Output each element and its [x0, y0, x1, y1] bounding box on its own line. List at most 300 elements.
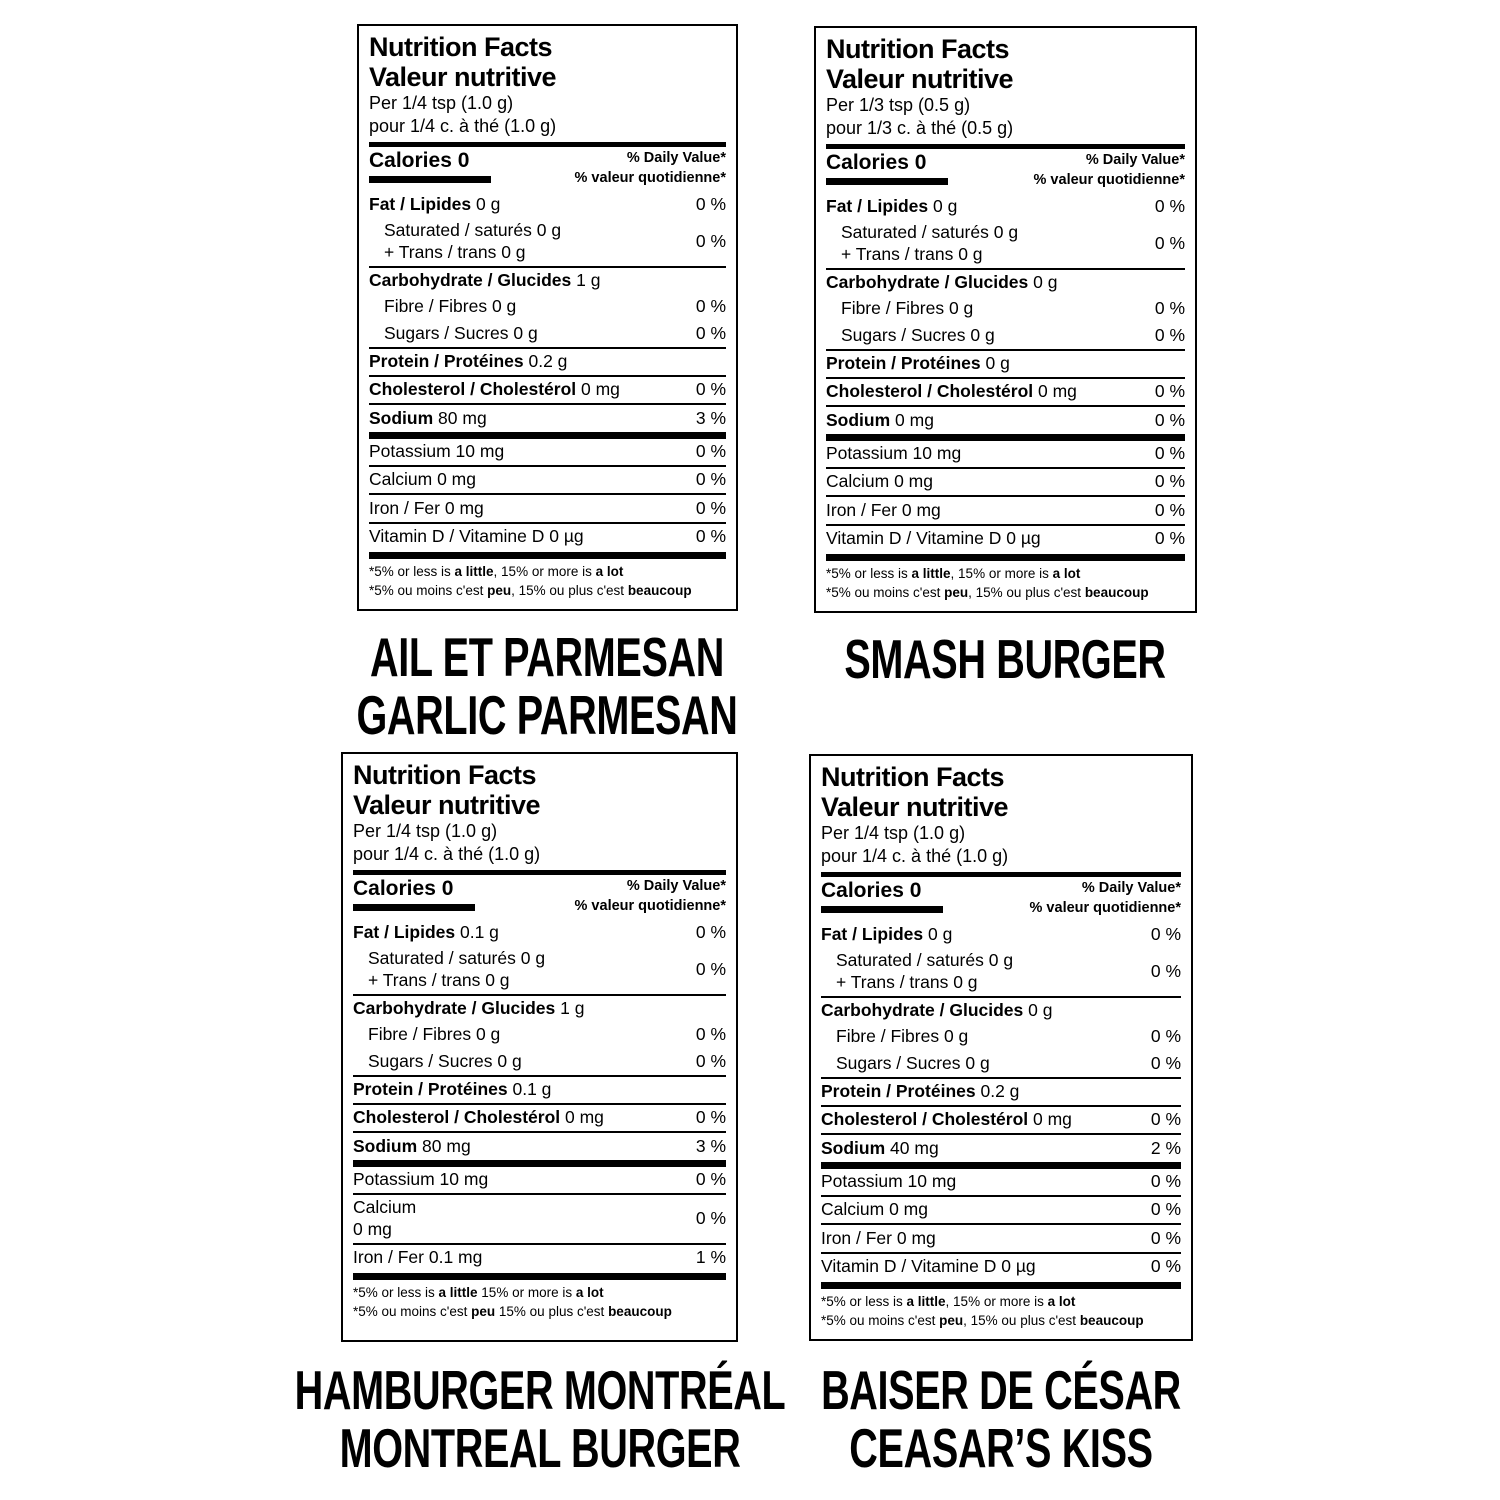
nutrient-row	[369, 266, 726, 294]
nutrient-row	[821, 1223, 1181, 1251]
header-divider-bar	[369, 142, 726, 147]
nutrient-name	[369, 220, 688, 263]
nutrient-name-text: Potassium 10 mg	[821, 1171, 957, 1192]
nutrient-name-bold: Cholesterol / Cholestérol	[369, 379, 577, 400]
daily-value-header-fr: % valeur quotidienne*	[1029, 899, 1181, 916]
footnote-divider-bar	[353, 1273, 726, 1280]
footnote-segment: a lot	[595, 563, 624, 579]
percent-daily-value: 0 %	[695, 497, 726, 518]
percent-daily-value: 0 %	[695, 959, 726, 980]
nutrient-name-text: Vitamin D / Vitamine D 0 µg	[826, 528, 1041, 549]
nutrient-name-bold: Fat / Lipides	[826, 196, 929, 216]
footnote-segment: , 15% ou plus c'est	[963, 1312, 1080, 1328]
percent-daily-value: 0 %	[1154, 409, 1185, 430]
nutrient-amount: 0 mg	[1028, 1109, 1072, 1130]
nutrient-amount: 1 g	[571, 270, 601, 291]
nutrient-name-text: Potassium 10 mg	[369, 441, 505, 462]
nutrient-name	[821, 1228, 1143, 1249]
percent-daily-value: 0 %	[695, 379, 726, 400]
daily-value-header-fr: % valeur quotidienne*	[1033, 171, 1185, 188]
daily-value-header-en: % Daily Value*	[626, 150, 726, 167]
nutrient-name-text: Calcium 0 mg	[826, 471, 933, 492]
footnotes	[821, 1293, 1181, 1331]
footnote-line	[353, 1284, 726, 1303]
footnote-segment: , 15% or more is	[493, 563, 596, 579]
nutrient-name	[821, 1171, 1143, 1192]
nutrient-row	[369, 375, 726, 403]
nf-title-fr: Valeur nutritive	[821, 791, 1009, 822]
nutrient-row	[821, 1252, 1181, 1280]
nutrient-name	[369, 323, 688, 344]
nf-title-en: Nutrition Facts	[369, 32, 553, 62]
nutrient-row	[826, 377, 1185, 405]
product-title-line: GARLIC PARMESAN	[356, 683, 738, 746]
nutrient-amount: 0 mg	[1033, 381, 1077, 402]
product-title-line: CEASAR’S KISS	[849, 1416, 1153, 1479]
nutrition-label-montreal-burger	[341, 752, 738, 1342]
nutrient-row	[826, 194, 1185, 220]
nutrient-row	[821, 1162, 1181, 1195]
percent-daily-value: 0 %	[695, 1107, 726, 1128]
nutrient-name-bold: Sodium	[821, 1137, 886, 1158]
footnote-segment: *5% ou moins c'est	[369, 582, 488, 598]
calories-header	[826, 151, 1185, 190]
percent-daily-value: 0 %	[695, 526, 726, 547]
nutrient-row	[353, 994, 726, 1022]
nutrient-amount: 0 g	[1028, 272, 1058, 293]
footnote-segment: beaucoup	[627, 582, 692, 598]
nutrient-row	[821, 996, 1181, 1024]
nutrient-row	[353, 1193, 726, 1243]
percent-daily-value: 0 %	[695, 1169, 726, 1190]
nutrient-row	[826, 322, 1185, 348]
footnote-line	[821, 1293, 1181, 1312]
percent-daily-value: 0 %	[1150, 1052, 1181, 1073]
product-title-line: BAISER DE CÉSAR	[821, 1359, 1181, 1421]
nutrient-name-text: Fibre / Fibres 0 g	[841, 298, 974, 319]
percent-daily-value: 0 %	[1150, 1026, 1181, 1047]
footnote-segment: , 15% ou plus c'est	[511, 582, 628, 598]
nutrient-name-line: Saturated / saturés 0 g	[836, 950, 1014, 971]
daily-value-header-fr: % valeur quotidienne*	[574, 897, 726, 914]
nf-title-fr: Valeur nutritive	[826, 63, 1014, 94]
nutrient-name-bold: Fat / Lipides	[369, 194, 472, 214]
nutrient-name-text: Sugars / Sucres 0 g	[841, 324, 995, 345]
serving-size-en: Per 1/4 tsp (1.0 g)	[353, 821, 498, 842]
nutrient-name	[821, 1081, 1181, 1102]
nutrient-name	[826, 298, 1147, 319]
nutrient-amount: 0 mg	[890, 409, 934, 430]
nutrient-name	[369, 469, 688, 490]
footnote-segment: *5% or less is	[826, 565, 912, 581]
nutrient-row	[353, 1243, 726, 1271]
nutrient-name	[821, 924, 1143, 945]
footnote-segment: *5% or less is	[821, 1293, 907, 1309]
nutrient-name-text: Fibre / Fibres 0 g	[384, 296, 517, 317]
serving-size-fr: pour 1/4 c. à thé (1.0 g)	[821, 845, 1009, 866]
nutrient-name	[821, 1109, 1143, 1130]
percent-daily-value: 3 %	[695, 1135, 726, 1156]
nutrient-name-text: Fibre / Fibres 0 g	[836, 1026, 969, 1047]
nutrient-amount: 0.2 g	[523, 351, 568, 372]
nutrient-name-bold: Cholesterol / Cholestérol	[821, 1109, 1029, 1130]
footnote-segment: *5% or less is	[369, 563, 455, 579]
nutrient-name-bold: Fat / Lipides	[353, 922, 456, 942]
nutrient-name	[826, 443, 1147, 464]
nutrient-name	[369, 296, 688, 317]
nutrient-name-text: Sugars / Sucres 0 g	[384, 322, 538, 343]
footnote-segment: peu	[487, 582, 512, 598]
product-title-smash-burger	[782, 628, 1228, 690]
product-title-text	[356, 626, 738, 746]
nutrient-name-line: + Trans / trans 0 g	[384, 241, 526, 262]
calories-underline-bar	[826, 178, 948, 185]
nutrient-row	[826, 296, 1185, 322]
percent-daily-value: 0 %	[1150, 1109, 1181, 1130]
daily-value-header-en: % Daily Value*	[626, 878, 726, 895]
nutrient-name-text: Sugars / Sucres 0 g	[368, 1050, 522, 1071]
nutrient-rows	[353, 920, 726, 1271]
footnote-segment: a little	[906, 1293, 946, 1309]
daily-value-header-en: % Daily Value*	[1081, 880, 1181, 897]
footnote-line	[826, 565, 1185, 584]
calories-block	[353, 877, 475, 911]
daily-value-header-fr: % valeur quotidienne*	[574, 169, 726, 186]
percent-daily-value: 0 %	[695, 1208, 726, 1229]
calories-underline-bar	[353, 904, 475, 911]
nutrient-row	[826, 495, 1185, 523]
nutrient-row	[353, 1048, 726, 1074]
footnote-segment: 15% ou plus c'est	[495, 1303, 609, 1319]
calories-header	[369, 149, 726, 188]
footnote-segment: peu	[944, 584, 969, 600]
product-title-line: HAMBURGER MONTRÉAL	[294, 1359, 786, 1421]
nutrition-label-garlic-parmesan	[357, 24, 738, 611]
percent-daily-value: 0 %	[1154, 471, 1185, 492]
footnote-line	[369, 582, 726, 601]
percent-daily-value: 0 %	[1154, 443, 1185, 464]
nf-title-en: Nutrition Facts	[826, 34, 1010, 64]
calories-block	[821, 879, 943, 913]
nutrient-row	[369, 347, 726, 375]
nutrient-name	[369, 526, 688, 547]
percent-daily-value: 0 %	[695, 194, 726, 214]
nutrient-name-bold: Carbohydrate / Glucides	[821, 1000, 1024, 1021]
serving-size-fr: pour 1/4 c. à thé (1.0 g)	[369, 115, 557, 136]
nutrition-label-ceasars-kiss	[809, 754, 1193, 1341]
calories-block	[826, 151, 948, 185]
percent-daily-value: 0 %	[695, 469, 726, 490]
nutrient-name	[826, 353, 1185, 374]
footnote-line	[353, 1303, 726, 1322]
product-title-line: AIL ET PARMESAN	[370, 626, 724, 688]
nutrient-name	[353, 1107, 688, 1128]
nutrient-rows	[369, 192, 726, 550]
nutrient-row	[369, 465, 726, 493]
calories-underline-bar	[821, 906, 943, 913]
percent-daily-value: 0 %	[1154, 528, 1185, 549]
nutrient-name	[353, 948, 688, 991]
nutrient-row	[353, 1131, 726, 1159]
calories-header	[353, 877, 726, 916]
percent-daily-value: 0 %	[695, 922, 726, 942]
nutrient-name-bold: Sodium	[353, 1135, 418, 1156]
nutrient-name	[353, 1197, 688, 1240]
footnote-segment: *5% ou moins c'est	[353, 1303, 472, 1319]
nutrient-name	[826, 381, 1147, 402]
nutrient-name	[826, 471, 1147, 492]
nutrient-name	[826, 222, 1147, 265]
nutrient-row	[821, 1133, 1181, 1161]
percent-daily-value: 0 %	[695, 1024, 726, 1045]
percent-daily-value: 0 %	[1154, 298, 1185, 319]
nutrient-name	[369, 270, 726, 291]
nutrient-name-bold: Protein / Protéines	[353, 1079, 508, 1100]
percent-daily-value: 0 %	[1150, 924, 1181, 944]
nutrient-name-text: Potassium 10 mg	[826, 443, 962, 464]
nutrient-name-text: Fibre / Fibres 0 g	[368, 1024, 501, 1045]
header-divider-bar	[826, 144, 1185, 149]
serving-size-en: Per 1/4 tsp (1.0 g)	[369, 93, 514, 114]
calories-block	[369, 149, 491, 183]
footnote-segment: a little	[454, 563, 494, 579]
nutrient-row	[821, 1195, 1181, 1223]
nutrient-name-bold: Cholesterol / Cholestérol	[826, 381, 1034, 402]
header-divider-bar	[353, 870, 726, 875]
calories-value: Calories 0	[826, 151, 927, 175]
nutrient-row	[821, 1077, 1181, 1105]
nutrient-name-bold: Carbohydrate / Glucides	[369, 270, 572, 291]
nutrient-name-text: Iron / Fer 0 mg	[369, 497, 484, 518]
nutrient-name	[826, 196, 1147, 217]
nutrient-name	[821, 1000, 1181, 1021]
nutrient-rows	[826, 194, 1185, 552]
footnote-segment: 15% or more is	[477, 1284, 576, 1300]
footnote-segment: , 15% ou plus c'est	[968, 584, 1085, 600]
nutrient-row	[369, 294, 726, 320]
nutrient-row	[821, 948, 1181, 996]
nutrient-name	[826, 410, 1147, 431]
nutrient-name-line: + Trans / trans 0 g	[368, 969, 510, 990]
nutrient-name	[821, 950, 1143, 993]
nutrient-row	[369, 218, 726, 266]
footnote-segment: a lot	[1047, 1293, 1076, 1309]
nutrient-name	[353, 922, 688, 943]
nutrient-rows	[821, 922, 1181, 1280]
footnote-segment: a lot	[1052, 565, 1081, 581]
nutrient-row	[826, 220, 1185, 268]
nutrient-name-line: Calcium	[353, 1197, 417, 1218]
nutrient-row	[826, 268, 1185, 296]
nutrient-amount: 80 mg	[433, 407, 487, 428]
nutrient-row	[353, 1103, 726, 1131]
nutrient-amount: 0 g	[928, 196, 958, 216]
percent-daily-value: 0 %	[1154, 196, 1185, 216]
footnote-segment: , 15% or more is	[950, 565, 1053, 581]
nutrient-amount: 0.1 g	[507, 1079, 552, 1100]
serving-size-fr: pour 1/4 c. à thé (1.0 g)	[353, 843, 541, 864]
product-title-text	[821, 1359, 1181, 1479]
percent-daily-value: 0 %	[1150, 1199, 1181, 1220]
nutrient-row	[369, 403, 726, 431]
footnote-segment: *5% ou moins c'est	[821, 1312, 940, 1328]
nutrient-amount: 0 g	[471, 194, 501, 214]
nutrient-row	[821, 922, 1181, 948]
percent-daily-value: 0 %	[695, 231, 726, 252]
footnote-segment: a lot	[575, 1284, 604, 1300]
nutrient-amount: 0 mg	[560, 1107, 604, 1128]
footnotes	[369, 563, 726, 601]
nutrient-name	[821, 1199, 1143, 1220]
footnote-divider-bar	[369, 552, 726, 559]
nutrient-name-bold: Protein / Protéines	[369, 351, 524, 372]
nutrient-name-line: Saturated / saturés 0 g	[384, 220, 562, 241]
nutrient-name-bold: Cholesterol / Cholestérol	[353, 1107, 561, 1128]
header-divider-bar	[821, 872, 1181, 877]
nutrient-name-text: Calcium 0 mg	[821, 1199, 928, 1220]
nutrient-name	[369, 441, 688, 462]
nutrient-name-bold: Carbohydrate / Glucides	[826, 272, 1029, 293]
nutrient-name-text: Vitamin D / Vitamine D 0 µg	[821, 1256, 1036, 1277]
nutrient-row	[369, 493, 726, 521]
footnote-line	[826, 584, 1185, 603]
product-title-text	[294, 1359, 786, 1479]
percent-daily-value: 3 %	[695, 407, 726, 428]
percent-daily-value: 0 %	[1150, 1256, 1181, 1277]
nutrient-name-bold: Carbohydrate / Glucides	[353, 998, 556, 1019]
percent-daily-value: 0 %	[695, 441, 726, 462]
percent-daily-value: 0 %	[695, 322, 726, 343]
product-title-line: MONTREAL BURGER	[339, 1416, 741, 1479]
serving-size-en: Per 1/3 tsp (0.5 g)	[826, 95, 971, 116]
nutrient-row	[821, 1050, 1181, 1076]
footnotes	[353, 1284, 726, 1322]
nutrient-name-text: Calcium 0 mg	[369, 469, 476, 490]
percent-daily-value: 0 %	[695, 1050, 726, 1071]
product-title-line: SMASH BURGER	[844, 628, 1166, 690]
nutrient-name-text: Potassium 10 mg	[353, 1169, 489, 1190]
nutrient-name-line: Saturated / saturés 0 g	[841, 222, 1019, 243]
percent-daily-value: 2 %	[1150, 1137, 1181, 1158]
nutrient-name	[369, 498, 688, 519]
footnote-segment: a little	[438, 1284, 478, 1300]
percent-daily-value: 0 %	[1154, 324, 1185, 345]
percent-daily-value: 0 %	[1150, 961, 1181, 982]
nutrient-row	[369, 432, 726, 465]
nutrient-name-bold: Protein / Protéines	[821, 1081, 976, 1102]
nutrient-row	[353, 1022, 726, 1048]
calories-value: Calories 0	[353, 877, 454, 901]
nutrient-name-bold: Protein / Protéines	[826, 353, 981, 374]
serving-size-en: Per 1/4 tsp (1.0 g)	[821, 823, 966, 844]
nutrient-name-bold: Sodium	[826, 409, 891, 430]
footnote-segment: , 15% or more is	[945, 1293, 1048, 1309]
nutrient-name	[821, 1026, 1143, 1047]
nutrient-name-bold: Sodium	[369, 407, 434, 428]
nutrient-name	[826, 500, 1147, 521]
footnote-segment: *5% ou moins c'est	[826, 584, 945, 600]
footnote-line	[369, 563, 726, 582]
daily-value-header-en: % Daily Value*	[1085, 152, 1185, 169]
footnote-segment: beaucoup	[1084, 584, 1149, 600]
product-title-garlic-parmesan	[282, 626, 811, 746]
nutrient-name	[353, 1024, 688, 1045]
calories-value: Calories 0	[369, 149, 470, 173]
nutrient-row	[826, 524, 1185, 552]
nutrient-row	[353, 946, 726, 994]
nutrient-name-text: Vitamin D / Vitamine D 0 µg	[369, 526, 584, 547]
nutrient-row	[826, 434, 1185, 467]
nutrient-amount: 0 g	[923, 924, 953, 944]
nutrient-name	[369, 351, 726, 372]
footnote-segment: peu	[939, 1312, 964, 1328]
nutrient-row	[821, 1024, 1181, 1050]
footnotes	[826, 565, 1185, 603]
nutrient-name	[821, 1138, 1143, 1159]
daily-value-header	[1034, 151, 1185, 190]
nutrient-name	[353, 1051, 688, 1072]
nutrient-row	[369, 320, 726, 346]
nutrient-amount: 40 mg	[885, 1137, 939, 1158]
footnote-segment: beaucoup	[608, 1303, 672, 1319]
nf-title-fr: Valeur nutritive	[369, 61, 557, 92]
nutrient-row	[353, 920, 726, 946]
nutrient-name-line: Saturated / saturés 0 g	[368, 948, 546, 969]
percent-daily-value: 1 %	[695, 1247, 726, 1268]
nutrient-name-text: Sugars / Sucres 0 g	[836, 1052, 990, 1073]
footnote-segment: beaucoup	[1079, 1312, 1144, 1328]
footnote-divider-bar	[826, 554, 1185, 561]
nutrient-amount: 80 mg	[417, 1135, 471, 1156]
nutrient-name	[353, 1247, 688, 1268]
nutrient-name	[826, 325, 1147, 346]
percent-daily-value: 0 %	[1154, 499, 1185, 520]
nutrient-name	[369, 408, 688, 429]
footnote-divider-bar	[821, 1282, 1181, 1289]
nutrient-name	[826, 528, 1147, 549]
percent-daily-value: 0 %	[1154, 381, 1185, 402]
nutrition-label-smash-burger	[814, 26, 1197, 613]
nutrient-amount: 0 mg	[576, 379, 620, 400]
daily-value-header	[575, 877, 726, 916]
nutrient-row	[826, 405, 1185, 433]
nutrient-row	[826, 467, 1185, 495]
calories-underline-bar	[369, 176, 491, 183]
product-title-ceasars-kiss	[751, 1359, 1251, 1479]
nutrient-row	[353, 1160, 726, 1193]
nutrient-name-line: + Trans / trans 0 g	[836, 971, 978, 992]
nutrient-amount: 0.2 g	[975, 1081, 1020, 1102]
footnote-segment: a little	[911, 565, 951, 581]
percent-daily-value: 0 %	[1154, 233, 1185, 254]
percent-daily-value: 0 %	[1150, 1171, 1181, 1192]
calories-header	[821, 879, 1181, 918]
calories-value: Calories 0	[821, 879, 922, 903]
nutrient-name-line: 0 mg	[353, 1218, 392, 1239]
nutrient-name	[353, 1136, 688, 1157]
nf-title-en: Nutrition Facts	[353, 760, 537, 790]
nutrient-amount: 0 g	[1023, 1000, 1053, 1021]
nutrient-row	[826, 349, 1185, 377]
nutrient-name	[826, 272, 1185, 293]
footnote-segment: peu	[471, 1303, 496, 1319]
nutrient-name-bold: Fat / Lipides	[821, 924, 924, 944]
daily-value-header	[1030, 879, 1181, 918]
footnote-line	[821, 1312, 1181, 1331]
nutrient-row	[821, 1105, 1181, 1133]
nutrient-amount: 1 g	[555, 998, 585, 1019]
nutrient-amount: 0 g	[980, 353, 1010, 374]
